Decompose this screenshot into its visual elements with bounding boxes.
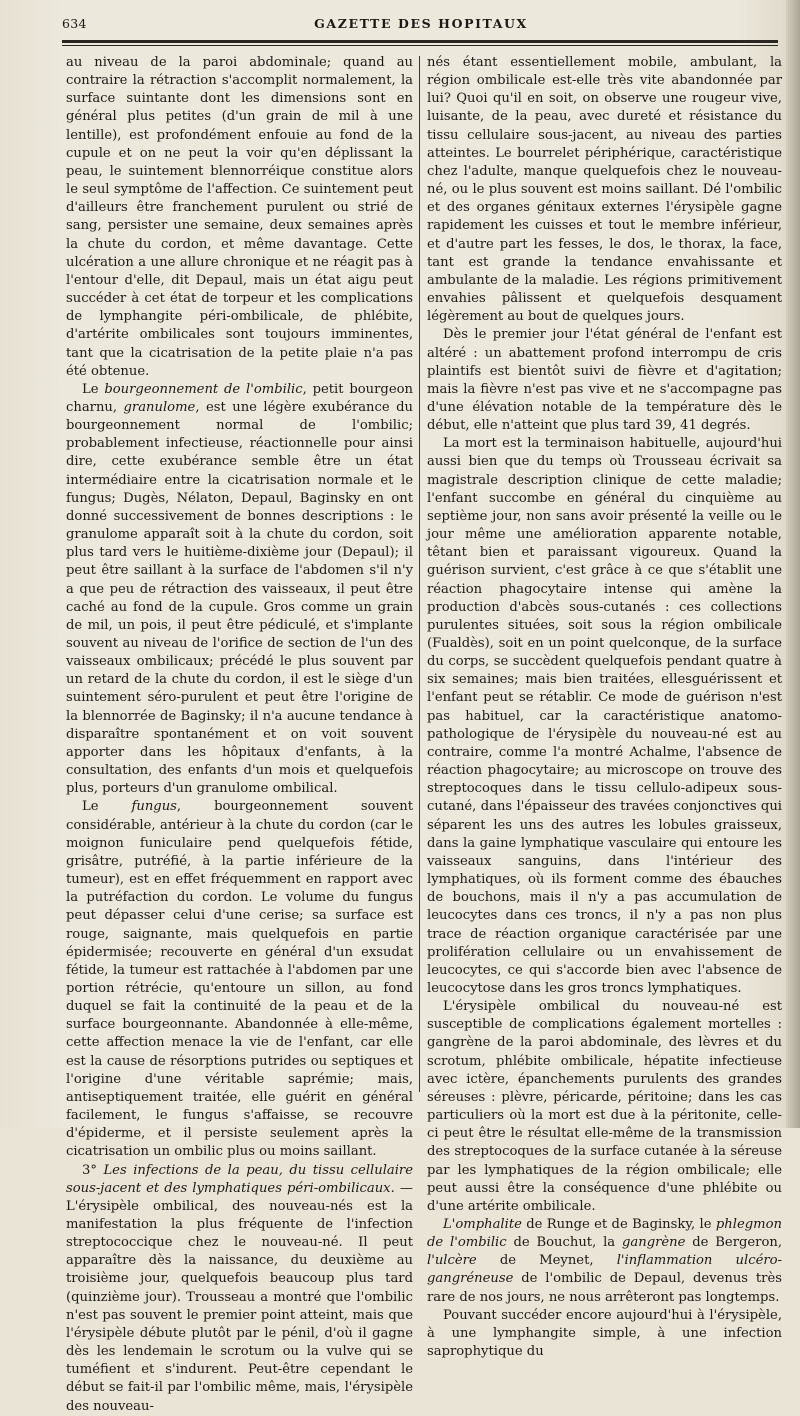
header-rule-thin — [62, 45, 778, 46]
text-run: Le — [82, 381, 99, 397]
paragraph — [427, 1216, 782, 1307]
header-rule-thick — [62, 40, 778, 43]
text-run: de l'ombilic de Depaul, devenus très rare de nos jours, ne nous arrêteront pas longtemps. — [427, 1271, 782, 1305]
italic-term: l'inflammation ulcéro-gangréneuse — [427, 1253, 782, 1287]
paragraph: Pouvant succéder encore aujourd'hui à l'érysipèle, à une lymphangite simple, à une infection saprophytique du — [427, 1307, 782, 1360]
paragraph: au niveau de la paroi abdominale; quand au contraire la rétraction s'accomplit normalement, la surface suintante dont les dimensions sont en général plus petites (d'un grain de mil à une lentille), est profondément enfouie au fond de la cupule et on ne peut la voir qu'en déplissant la peau, le suintement blennorréique constitue alors le seul symptôme de l'affection. Ce suintement peut d'ailleurs être franchement purulent ou strié de sang, persister une semaine, deux semaines après la chute du cordon, et même davantage. Cette ulcération a une allure chronique et ne réagit pas à l'entour d'elle, dit Depaul, mais un état aigu peut succéder à cet état de torpeur et les complications de lymphangite péri-ombilicale, de phlébite, d'artérite ombilicales sont toujours imminentes, tant que la cicatrisation de la petite plaie n'a pas été obtenue. — [66, 55, 413, 379]
left-column — [66, 54, 413, 1416]
section-paragraph — [66, 1162, 413, 1416]
italic-term: gangrène — [621, 1235, 686, 1251]
journal-title: GAZETTE DES HOPITAUX — [314, 16, 528, 31]
text-run: , est une légère exubérance du bourgeonnement normal de l'ombilic; probablement infectieuse, réactionnelle pour ainsi dire, cette exubérance semble être un état intermédiaire entre la cicatrisation normale et le fungus; Dugès, Nélaton, Depaul, Baginsky en ont donné successivement de bonnes descriptions : le granulome apparaît soit à la chute du cordon, soit plus tard vers le huitième-dixième jour (Depaul); il peut être saillant à la surface de l'abdomen s'il n'y a que peu de rétraction des vaisseaux, il peut être caché au fond de la cupule. Gros comme un grain de mil, un pois, il peut être pédiculé, et s'implante souvent au niveau de l'orifice de section de l'un des vaisseaux ombilicaux; précédé le plus souvent par un retard de la chute du cordon, il est le siège d'un suintement séro-purulent et peut être l'origine de la blennorrée de Baginsky; il n'a aucune tendance à disparaître spontanément et on voit souvent apporter dans les hôpitaux d'enfants, à la consultation, des enfants d'un mois et quelquefois plus, porteurs d'un granulome ombilical. — [66, 399, 413, 797]
paragraph — [66, 798, 413, 1161]
paragraph: L'érysipèle ombilical du nouveau-né est susceptible de complications également mortelles : gangrène de la paroi abdominale, des lèvres et du scrotum, phlébite ombilicale, hépatite infectieuse avec ictère, épanchements purulents des grandes séreuses : plèvre, péricarde, péritoine; dans les cas particuliers où la mort est due à la péritonite, celle-ci peut être le résultat elle-même de la transmission des streptocoques de la surface cutanée à la séreuse par les lymphatiques de la région ombilicale; elle peut aussi être la conséquence d'une phlébite ou d'une artérite ombilicale. — [427, 999, 782, 1214]
text-run: — L'érysipèle ombilical, des nouveau-nés est la manifestation la plus fréquente de l'infection streptococcique chez le nouveau-né. Il peut apparaître dès la naissance, du deuxième au troisième jour, quelquefois beaucoup plus tard (quinzième jour). Trousseau a montré que l'ombilic n'est pas souvent le premier point atteint, mais que l'érysipèle débute plutôt par le pénil, d'où il gagne dès les lendemain le scrotum ou la vulve qui se tuméfient et s'indurent. Peut-être cependant le début se fait-il par l'ombilic même, mais, l'érysipèle des nouveau- — [66, 1180, 413, 1414]
text-run: de Meynet, — [476, 1253, 617, 1269]
page-header — [62, 16, 780, 36]
paragraph: Dès le premier jour l'état général de l'enfant est altéré : un abattement profond interrompu de cris plaintifs est bientôt suivi de fièvre et d'agitation; mais la fièvre n'est pas vive et ne s'accompagne pas d'une élévation notable de la température dès le début, elle n'atteint que plus tard 39, 41 degrés. — [427, 327, 782, 434]
text-run: , bourgeonnement souvent considérable, antérieur à la chute du cordon (car le moignon funiculaire pend quelquefois fétide, grisâtre, putréfié, à la partie inférieure de la tumeur), est en effet fréquemment en rapport avec la putréfaction du cordon. Le volume du fungus peut dépasser celui d'une cerise; sa surface est rouge, saignante, mais quelquefois en partie épidermisée; recouverte en général d'un exsudat fétide, la tumeur est rattachée à l'abdomen par une portion rétrécie, qu'entoure un sillon, au fond duquel se fait la continuité de la peau et de la surface bourgeonnante. Abandonnée à elle-même, cette affection menace la vie de l'enfant, car elle est la cause de résorptions putrides ou septiques et l'origine d'une véritable saprémie; mais, antiseptiquement traitée, elle guérit en général facilement, le fungus s'affaisse, se recouvre d'épiderme, et il persiste seulement après la cicatrisation un ombilic plus ou moins saillant. — [66, 799, 413, 1160]
text-run: de Bergeron, — [685, 1235, 783, 1251]
italic-term: L'omphalite — [443, 1217, 522, 1232]
text-run: Le — [82, 799, 99, 815]
paragraph: La mort est la terminaison habituelle, aujourd'hui aussi bien que du temps où Trousseau écrivait sa magistrale description clinique de cette maladie; l'enfant succombe en général du cinquième au septième jour, non sans avoir présenté la veille ou le jour même une amélioration apparente notable, têtant bien et paraissant vigoureux. Quand la guérison survient, c'est grâce à ce que s'établit une réaction phagocytaire intense qui amène la production d'abcès sous-cutanés : ces collections purulentes situées, soit sous la région ombilicale (Fualdès), soit en un point quelconque, de la surface du corps, se succèdent quelquefois pendant quatre à six semaines; mais bien traitées, ellesguérissent et l'enfant peut se rétablir. Ce mode de guérison n'est pas habituel, car la caractéristique anatomo-pathologique de l'érysipèle du nouveau-né est au contraire, comme l'a montré Achalme, l'absence de réaction phagocytaire; au microscope on trouve des streptocoques dans le tissu cellulo-adipeux sous-cutané, dans l'épaisseur des travées conjonctives qui séparent les uns des autres les lobules graisseux, dans la gaine lymphatique vasculaire qui entoure les vaisseaux sanguins, dans l'intérieur des lymphatiques, où ils forment comme des ébauches de bouchons, mais il n'y a pas accumulation de leucocytes dans ces troncs, il n'y a pas non plus trace de réaction organique caractérisée par une prolifération cellulaire ou un envahissement de leucocytes, ce qui s'accorde bien avec l'absence de leucocytose dans les gros troncs lymphatiques. — [427, 436, 782, 996]
italic-term: phlegmon de l'ombilic — [427, 1217, 782, 1251]
text-run: , petit bourgeon charnu, — [66, 381, 413, 415]
page-edge-shadow — [786, 0, 800, 1128]
paragraph — [66, 381, 413, 799]
section-number: 3° — [82, 1162, 97, 1178]
italic-term: fungus — [131, 799, 177, 815]
italic-term: bourgeonnement de l'ombilic — [104, 381, 303, 397]
text-run: de Bouchut, la — [506, 1235, 622, 1251]
text-run: de Runge et de Baginsky, le — [521, 1217, 716, 1232]
italic-term: l'ulcère — [427, 1253, 477, 1269]
italic-term: granulome — [123, 399, 196, 415]
column-divider — [419, 56, 420, 1092]
paragraph: nés étant essentiellement mobile, ambulant, la région ombilicale est-elle très vite abandonnée par lui? Quoi qu'il en soit, on observe une rougeur vive, luisante, de la peau, avec dureté et résistance du tissu cellulaire sous-jacent, au niveau des parties atteintes. Le bourrelet périphérique, caractéristique chez l'adulte, manque quelquefois chez le nouveau-né, ou le plus souvent est moins saillant. Dé l'ombilic et des organes génitaux externes l'érysipèle gagne rapidement les cuisses et tout le membre inférieur, et d'autre part les fesses, le dos, le thorax, la face, tant est grande la tendance envahissante et ambulante de la maladie. Les régions primitivement envahies pâlissent et quelquefois desquament légèrement au bout de quelques jours. — [427, 55, 782, 325]
page-number: 634 — [62, 16, 87, 31]
right-column — [427, 54, 782, 1361]
section-heading: Les infections de la peau, du tissu cellulaire sous-jacent et des lymphatiques péri-ombilicaux. — [66, 1162, 413, 1196]
